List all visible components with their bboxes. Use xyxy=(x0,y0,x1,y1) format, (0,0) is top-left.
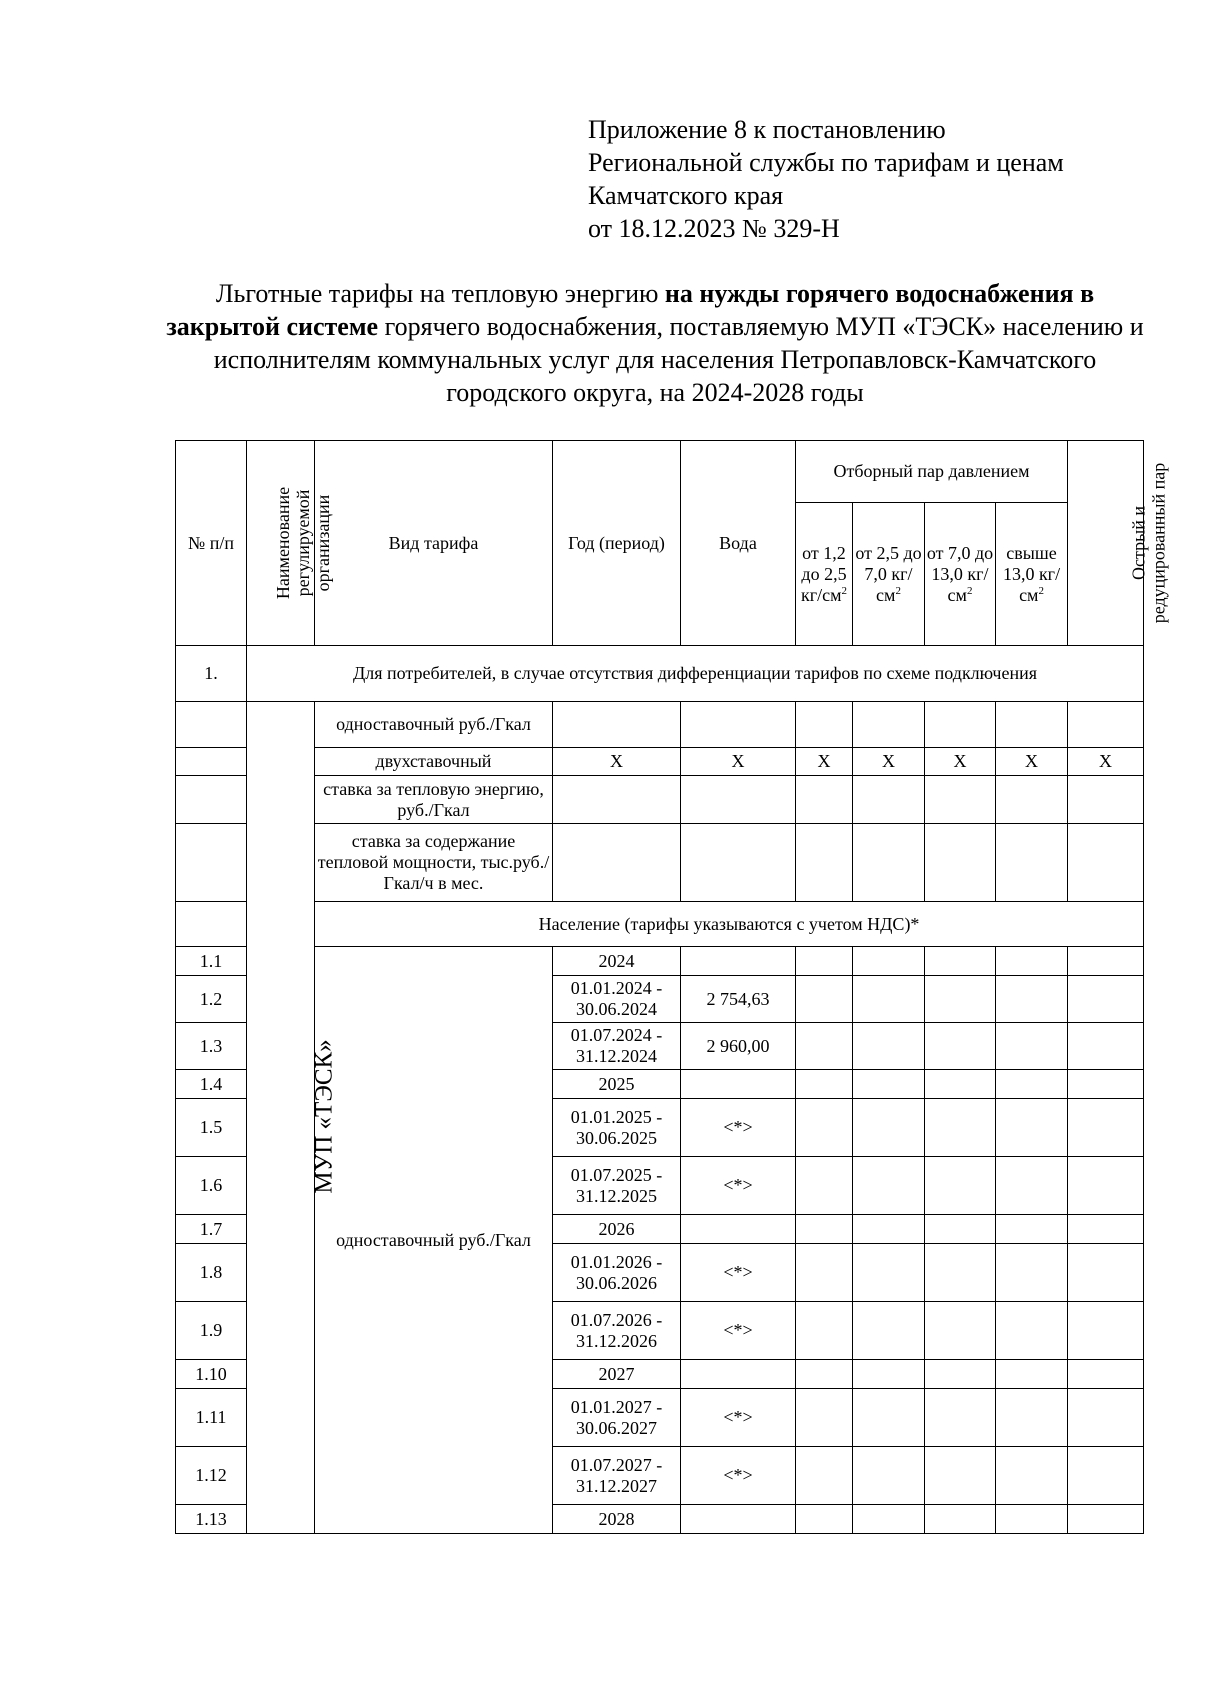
cell-empty xyxy=(925,1447,996,1505)
cell-empty xyxy=(176,748,247,776)
cell-empty xyxy=(1068,1215,1144,1244)
appendix-line: Приложение 8 к постановлению xyxy=(588,115,946,144)
superscript: 2 xyxy=(1038,584,1044,597)
cell-empty xyxy=(925,776,996,824)
row-num: 1.9 xyxy=(176,1302,247,1360)
cell-x: X xyxy=(996,748,1068,776)
cell-empty xyxy=(996,1215,1068,1244)
cell-empty xyxy=(925,1389,996,1447)
cell-empty xyxy=(681,776,796,824)
cell-empty xyxy=(925,1157,996,1215)
cell-empty xyxy=(1068,1360,1144,1389)
cell-empty xyxy=(925,1244,996,1302)
header-steam-group: Отборный пар давлением xyxy=(796,441,1068,503)
cell-empty xyxy=(853,1389,925,1447)
tariff-table xyxy=(175,440,1169,1534)
header-org-line: Наименование xyxy=(273,486,294,599)
cell-empty xyxy=(796,1360,853,1389)
org-name: МУП «ТЭСК» xyxy=(310,1039,338,1194)
cell-x: X xyxy=(796,748,853,776)
row-water xyxy=(681,1070,796,1099)
cell-empty xyxy=(996,1244,1068,1302)
row-water xyxy=(681,947,796,976)
cell-x: X xyxy=(1068,748,1144,776)
cell-empty xyxy=(925,1023,996,1070)
title-text: Льготные тарифы на тепловую энергию xyxy=(215,279,665,308)
row-period: 2024 xyxy=(553,947,681,976)
cell-empty xyxy=(853,1215,925,1244)
cell-empty xyxy=(176,776,247,824)
cell-empty xyxy=(796,1244,853,1302)
cell-empty xyxy=(796,1023,853,1070)
cell-empty xyxy=(925,1505,996,1534)
row-water: <*> xyxy=(681,1099,796,1157)
cell-empty xyxy=(553,776,681,824)
tariff-energy-rate: ставка за тепловую энергию, руб./Гкал xyxy=(315,776,553,824)
row-num: 1.10 xyxy=(176,1360,247,1389)
cell-empty xyxy=(1068,824,1144,902)
cell-empty xyxy=(1068,1157,1144,1215)
cell-empty xyxy=(996,1302,1068,1360)
header-steam-2 xyxy=(853,503,925,646)
cell-empty xyxy=(1068,1447,1144,1505)
cell-empty xyxy=(996,1157,1068,1215)
header-org-rotated xyxy=(273,486,333,598)
row-period: 2028 xyxy=(553,1505,681,1534)
cell-empty xyxy=(925,824,996,902)
cell-empty xyxy=(996,1505,1068,1534)
cell-empty xyxy=(796,1215,853,1244)
cell-empty xyxy=(996,702,1068,748)
cell-empty xyxy=(796,976,853,1023)
cell-empty xyxy=(796,1070,853,1099)
header-steam-1 xyxy=(796,503,853,646)
superscript: 2 xyxy=(966,584,973,597)
header-steam-text: от 1,2 до 2,5 кг/см xyxy=(800,542,847,605)
row-num: 1.1 xyxy=(176,947,247,976)
row-water xyxy=(681,1360,796,1389)
header-sharp-rotated xyxy=(1128,462,1168,623)
cell-empty xyxy=(853,1244,925,1302)
row-period: 2027 xyxy=(553,1360,681,1389)
cell-empty xyxy=(853,1157,925,1215)
row-num: 1.4 xyxy=(176,1070,247,1099)
cell-x: X xyxy=(853,748,925,776)
header-water: Вода xyxy=(681,441,796,646)
header-steam-text: от 7,0 до 13,0 кг/см xyxy=(926,542,994,605)
row-num: 1.11 xyxy=(176,1389,247,1447)
cell-empty xyxy=(925,976,996,1023)
cell-empty xyxy=(681,702,796,748)
header-tariff-type: Вид тарифа xyxy=(315,441,553,646)
cell-empty xyxy=(996,1023,1068,1070)
cell-empty xyxy=(996,1389,1068,1447)
cell-empty xyxy=(1068,1244,1144,1302)
row-period: 01.01.2026 - 30.06.2026 xyxy=(553,1244,681,1302)
cell-empty xyxy=(796,1157,853,1215)
cell-empty xyxy=(796,1099,853,1157)
cell-empty xyxy=(853,1505,925,1534)
cell-empty xyxy=(1068,1023,1144,1070)
population-tariff-type: одноставочный руб./Гкал xyxy=(315,947,553,1534)
cell-empty xyxy=(681,824,796,902)
cell-empty xyxy=(853,1302,925,1360)
row-period: 01.07.2025 - 31.12.2025 xyxy=(553,1157,681,1215)
header-org xyxy=(247,441,334,646)
row-period: 01.01.2025 - 30.06.2025 xyxy=(553,1099,681,1157)
cell-empty xyxy=(1068,1099,1144,1157)
cell-empty xyxy=(996,976,1068,1023)
cell-empty xyxy=(925,1070,996,1099)
cell-empty xyxy=(853,947,925,976)
row-period: 01.07.2024 - 31.12.2024 xyxy=(553,1023,681,1070)
cell-empty xyxy=(796,1302,853,1360)
cell-empty xyxy=(925,702,996,748)
cell-empty xyxy=(853,1447,925,1505)
cell-empty xyxy=(796,776,853,824)
cell-empty xyxy=(853,1360,925,1389)
cell-empty xyxy=(796,1389,853,1447)
superscript: 2 xyxy=(841,584,847,597)
cell-empty xyxy=(1068,776,1144,824)
header-sharp-steam xyxy=(1068,441,1169,646)
cell-empty xyxy=(853,824,925,902)
row-period: 01.07.2026 - 31.12.2026 xyxy=(553,1302,681,1360)
cell-empty xyxy=(853,776,925,824)
cell-empty xyxy=(925,1099,996,1157)
header-sharp-line: Острый и xyxy=(1128,505,1149,580)
row-water: 2 960,00 xyxy=(681,1023,796,1070)
cell-empty xyxy=(996,824,1068,902)
cell-empty xyxy=(925,1215,996,1244)
cell-empty xyxy=(853,1099,925,1157)
row-water: 2 754,63 xyxy=(681,976,796,1023)
cell-empty xyxy=(996,1099,1068,1157)
header-period: Год (период) xyxy=(553,441,681,646)
cell-empty xyxy=(853,1023,925,1070)
cell-empty xyxy=(1068,976,1144,1023)
cell-empty xyxy=(553,702,681,748)
cell-empty xyxy=(796,824,853,902)
cell-empty xyxy=(925,1302,996,1360)
cell-empty xyxy=(996,1360,1068,1389)
header-steam-3 xyxy=(925,503,996,646)
section-num: 1. xyxy=(176,646,247,702)
cell-empty xyxy=(176,702,247,748)
cell-empty xyxy=(553,824,681,902)
row-water: <*> xyxy=(681,1389,796,1447)
header-sharp-line: редуцированный пар xyxy=(1148,462,1169,623)
cell-empty xyxy=(1068,1302,1144,1360)
cell-empty xyxy=(1068,947,1144,976)
row-num: 1.12 xyxy=(176,1447,247,1505)
row-water: <*> xyxy=(681,1302,796,1360)
row-period: 01.01.2027 - 30.06.2027 xyxy=(553,1389,681,1447)
cell-empty xyxy=(796,702,853,748)
cell-x: X xyxy=(925,748,996,776)
row-num: 1.13 xyxy=(176,1505,247,1534)
cell-empty xyxy=(796,947,853,976)
cell-empty xyxy=(996,947,1068,976)
cell-empty xyxy=(853,976,925,1023)
cell-empty xyxy=(796,1447,853,1505)
cell-empty xyxy=(1068,1070,1144,1099)
row-num: 1.3 xyxy=(176,1023,247,1070)
cell-empty xyxy=(1068,1389,1144,1447)
cell-empty xyxy=(996,1447,1068,1505)
row-water: <*> xyxy=(681,1244,796,1302)
population-row: Население (тарифы указываются с учетом НДС)* xyxy=(315,902,1144,947)
org-name-cell xyxy=(247,702,338,1534)
header-org-line: регулируемой xyxy=(293,489,314,596)
section-title: Для потребителей, в случае отсутствия дифференциации тарифов по схеме подключения xyxy=(247,646,1144,702)
cell-empty xyxy=(176,902,247,947)
row-water: <*> xyxy=(681,1447,796,1505)
appendix-line: Региональной службы по тарифам и ценам xyxy=(588,148,1064,177)
title-text: горячего водоснабжения, поставляемую МУП «ТЭСК» населению и исполнителям коммунальных услуг для населения Петропавловск-Камчатского городского округа, на 2024-2028 годы xyxy=(213,312,1144,407)
header-num: № п/п xyxy=(176,441,247,646)
header-steam-text: свыше 13,0 кг/см xyxy=(1002,542,1061,605)
tariff-double: двухставочный xyxy=(315,748,553,776)
cell-x: X xyxy=(553,748,681,776)
row-period: 01.07.2027 - 31.12.2027 xyxy=(553,1447,681,1505)
row-num: 1.5 xyxy=(176,1099,247,1157)
tariff-capacity-rate: ставка за содержание тепловой мощности, тыс.руб./Гкал/ч в мес. xyxy=(315,824,553,902)
row-period: 2026 xyxy=(553,1215,681,1244)
superscript: 2 xyxy=(895,584,901,597)
cell-empty xyxy=(176,824,247,902)
row-num: 1.6 xyxy=(176,1157,247,1215)
cell-empty xyxy=(996,776,1068,824)
cell-empty xyxy=(996,1070,1068,1099)
row-period: 01.01.2024 - 30.06.2024 xyxy=(553,976,681,1023)
cell-empty xyxy=(925,1360,996,1389)
row-num: 1.7 xyxy=(176,1215,247,1244)
cell-empty xyxy=(853,702,925,748)
header-steam-text: от 2,5 до 7,0 кг/см xyxy=(855,542,922,605)
row-water xyxy=(681,1215,796,1244)
appendix-line: от 18.12.2023 № 329-Н xyxy=(588,214,840,243)
tariff-single: одноставочный руб./Гкал xyxy=(315,702,553,748)
cell-empty xyxy=(1068,702,1144,748)
row-water xyxy=(681,1505,796,1534)
appendix-block xyxy=(588,113,1064,245)
cell-empty xyxy=(1068,1505,1144,1534)
cell-empty xyxy=(853,1070,925,1099)
row-water: <*> xyxy=(681,1157,796,1215)
row-num: 1.8 xyxy=(176,1244,247,1302)
document-title xyxy=(160,277,1150,409)
header-steam-4 xyxy=(996,503,1068,646)
row-num: 1.2 xyxy=(176,976,247,1023)
cell-empty xyxy=(796,1505,853,1534)
header-org-line: организации xyxy=(313,494,334,591)
title-bold-text: на нужды горячего водоснабжения в закрытой системе xyxy=(166,279,1095,341)
row-period: 2025 xyxy=(553,1070,681,1099)
cell-x: X xyxy=(681,748,796,776)
appendix-line: Камчатского края xyxy=(588,181,784,210)
cell-empty xyxy=(925,947,996,976)
